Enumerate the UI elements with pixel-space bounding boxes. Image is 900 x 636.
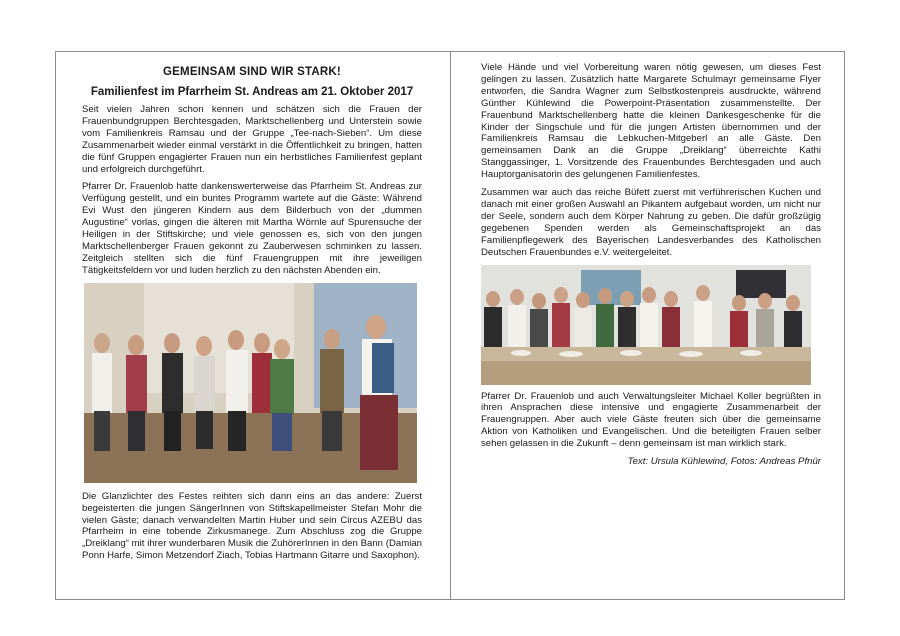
- buffet-group-photo: [481, 265, 811, 385]
- right-column: [481, 62, 821, 467]
- paragraph: Pfarrer Dr. Frauenlob hatte dankenswerterweise das Pfarrheim St. Andreas zur Verfügung gestellt, und ein buntes Programm wartete auf die Gäste: Während Evi Wust den jüngeren Kindern aus dem Bilderbuch von der „dummen Augustine“ vorlas, gingen die älteren mit Martha Wörnle auf Spurensuche der Heiligen in der Stiftskirche; und viele genossen es, sich von den jungen Marktschellenberger Frauen gekonnt zu Zauberwesen schminken zu lassen. Zeitgleich stellten sich die fünf Frauengruppen mit ihre jeweiligen Tätigkeitsfeldern vor und luden herzlich zu den nächsten Abenden ein.: [82, 181, 422, 276]
- column-divider: [450, 51, 451, 600]
- paragraph: Viele Hände und viel Vorbereitung waren nötig gewesen, um dieses Fest gelingen zu lassen. Zusätzlich hatte Margarete Schulmayr gemeinsame Flyer entworfen, die Sandra Wagner zum Selbstkostenpreis ausdruckte, während Günther Kühlewind die Powerpoint-Präsentation zusammenstellte. Der Frauenbund Marktschellenberg hatte die kleinen Dankesgeschenke für die Kinder der Singschule und für die jungen Artisten übernommen und der Familienkreis Ramsau die Lebkuchen-Mitgeberl an alle Gäste. Den gemeinsamen Dank an die Gruppe „Dreiklang“ überreichte Kathi Stanggassinger, 1. Vorsitzende des Frauenbundes Berchtesgaden und auch Hauptorganisatorin des gelungenen Familienfestes.: [481, 62, 821, 181]
- paragraph: Seit vielen Jahren schon kennen und schätzen sich die Frauen der Frauenbundgruppen Berchtesgaden, Marktschellenberg und Unterstein sowie vom Familienkreis Ramsau und der Gruppe „Tee-nach-Sieben“. Um diese Zusammenarbeit wieder einmal verstärkt in die Öffentlichkeit zu bringen, hatten die fünf Gruppen engagierter Frauen nun ein herbstliches Familienfest geplant und erfolgreich durchgeführt.: [82, 104, 422, 175]
- paragraph: Die Glanzlichter des Festes reihten sich dann eins an das andere: Zuerst begeisterten die jungen SängerInnen von Stiftskapellmeister Stefan Mohr die vielen Gäste; danach verwandelten Martin Huber und sein Circus AZEBU das Pfarrheim in eine tobende Zirkusmanege. Zum Abschluss zog die Gruppe „Dreiklang“ mit ihrer wunderbaren Musik die ZuhörerInnen in den Bann (Damian Ponn Harfe, Simon Metzendorf Ziach, Tobias Hartmann Gitarre und Saxophon).: [82, 490, 422, 562]
- left-column: [82, 62, 422, 568]
- paragraph: Zusammen war auch das reiche Büfett zuerst mit verführerischen Kuchen und danach mit einer großen Auswahl an Pikantem aufgebaut worden, um nicht nur der Seele, sondern auch dem Körper Nahrung zu geben. Die dafür großzügig gegebenen Spenden werden als Gemeinschaftsprojekt an das Familienpflegewerk des Bayerischen Landesverbandes des Katholischen Deutschen Frauenbundes e.V. weitergeleitet.: [481, 187, 821, 258]
- group-photo-illustration: [84, 283, 417, 483]
- photo-credit: Text: Ursula Kühlewind, Fotos: Andreas Pfnür: [627, 456, 821, 468]
- paragraph: Pfarrer Dr. Frauenlob und auch Verwaltungsleiter Michael Koller begrüßten in ihren Ansprachen diese intensive und engagierte Zusammenarbeit der Frauengruppen. Aber auch viele Gäste freuten sich über die gemeinsame Aktion von Katholiken und Evangelischen. Und die beteiligten Frauen selber sehen gelassen in die Zukunft – denn gemeinsam ist man wirklich stark.: [481, 390, 821, 450]
- article-subheading: Familienfest im Pfarrheim St. Andreas am 21. Oktober 2017: [90, 86, 414, 98]
- group-photo-women: [84, 283, 417, 483]
- article-heading: GEMEINSAM SIND WIR STARK!: [163, 66, 341, 78]
- buffet-photo-illustration: [481, 265, 811, 385]
